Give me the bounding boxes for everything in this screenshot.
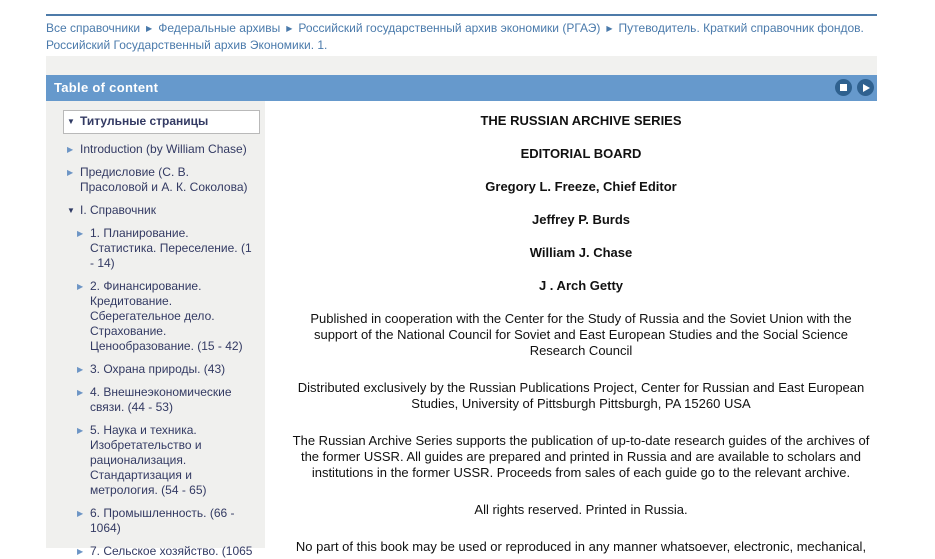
content-heading: Jeffrey P. Burds <box>531 212 631 227</box>
breadcrumb-link[interactable]: Все справочники <box>46 21 141 35</box>
breadcrumb-link[interactable]: Федеральные архивы <box>158 21 281 35</box>
sidebar-item-label: 5. Наука и техника. Изобретательство и рационализация. Стандартизация и метрология. (54 - 65) <box>90 423 207 497</box>
sidebar-item-label: 2. Финансирование. Кредитование. Сберегательное дело. Страхование. Ценообразование. (15 - 42) <box>90 279 243 353</box>
sidebar-item[interactable] <box>77 385 257 415</box>
breadcrumb-link[interactable]: Российский государственный архив экономики (РГАЭ) <box>298 21 601 35</box>
chevron-right-icon[interactable]: ▶ <box>77 426 84 435</box>
sidebar-item-label: Introduction (by William Chase) <box>80 142 247 156</box>
sidebar-item-label: 1. Планирование. Статистика. Переселение. (1 - 14) <box>90 226 252 270</box>
breadcrumb-area <box>46 14 877 58</box>
chevron-down-icon[interactable]: ▼ <box>67 117 75 126</box>
chevron-right-icon[interactable]: ▶ <box>77 509 84 518</box>
stop-button[interactable] <box>835 79 852 96</box>
breadcrumb <box>46 20 877 54</box>
breadcrumb-separator-icon: ▶ <box>606 24 613 33</box>
sidebar-item[interactable] <box>67 203 257 218</box>
panel-header <box>46 75 877 101</box>
play-icon <box>863 84 870 92</box>
content-heading: William J. Chase <box>529 245 633 260</box>
chevron-right-icon[interactable]: ▶ <box>77 547 84 556</box>
sidebar-item-label: Предисловие (С. В. Прасоловой и А. К. Соколова) <box>80 165 248 194</box>
chevron-right-icon[interactable]: ▶ <box>67 145 74 154</box>
sidebar-item[interactable] <box>77 226 257 271</box>
sidebar-item[interactable] <box>67 165 257 195</box>
chevron-right-icon[interactable]: ▶ <box>77 365 84 374</box>
stop-icon <box>840 84 847 91</box>
content-heading: THE RUSSIAN ARCHIVE SERIES <box>480 113 682 128</box>
content-heading: EDITORIAL BOARD <box>520 146 642 161</box>
sidebar-item[interactable] <box>77 279 257 354</box>
content-heading: Gregory L. Freeze, Chief Editor <box>485 179 677 194</box>
sidebar-item-label: 4. Внешнеэкономические связи. (44 - 53) <box>90 385 232 414</box>
content-heading: J . Arch Getty <box>538 278 624 293</box>
sidebar-item-label: I. Справочник <box>80 203 156 217</box>
breadcrumb-separator-icon: ▶ <box>146 24 153 33</box>
chevron-right-icon[interactable]: ▶ <box>67 168 74 177</box>
next-button[interactable] <box>857 79 874 96</box>
chevron-right-icon[interactable]: ▶ <box>77 388 84 397</box>
sidebar-item[interactable] <box>67 142 257 157</box>
content-paragraph: Published in cooperation with the Center for the Study of Russia and the Soviet Union with the support of the National Council for Soviet and East European Studies and the Social Science Research Council <box>310 311 852 358</box>
header-divider-band <box>46 56 877 75</box>
chevron-down-icon[interactable]: ▼ <box>67 206 75 215</box>
chevron-right-icon[interactable]: ▶ <box>77 282 84 291</box>
breadcrumb-separator-icon: ▶ <box>286 24 293 33</box>
sidebar-toc-tree <box>46 101 265 558</box>
content-headings <box>291 113 871 294</box>
sidebar-item-label: 3. Охрана природы. (43) <box>90 362 226 376</box>
content-paragraph: All rights reserved. Printed in Russia. <box>474 502 688 517</box>
content-paragraph: Distributed exclusively by the Russian Publications Project, Center for Russian and East European Studies, University of Pittsburgh Pittsburgh, PA 15260 USA <box>297 380 865 411</box>
sidebar-item[interactable] <box>77 506 257 536</box>
sidebar-item[interactable] <box>63 110 260 134</box>
breadcrumb-link[interactable]: Путеводитель. Краткий справочник фондов. Российский Государственный архив Экономики. 1. <box>46 21 864 52</box>
content-paragraph: No part of this book may be used or reproduced in any manner whatsoever, electronic, mechanical, <box>295 539 867 554</box>
sidebar-item-label: Титульные страницы <box>80 114 209 128</box>
content-paragraphs <box>291 311 871 555</box>
sidebar-item[interactable] <box>77 362 257 377</box>
chevron-right-icon[interactable]: ▶ <box>77 229 84 238</box>
panel-buttons <box>835 79 874 96</box>
sidebar-item-label: 6. Промышленность. (66 - 1064) <box>90 506 235 535</box>
sidebar-item[interactable] <box>77 423 257 498</box>
panel-title: Table of content <box>54 80 159 95</box>
sidebar-item-label: 7. Сельское хозяйство. (1065 <box>90 544 253 558</box>
content-area <box>265 101 935 554</box>
content-paragraph: The Russian Archive Series supports the publication of up-to-date research guides of the archives of the former USSR. All guides are prepared and printed in Russia and are available to scholars and institutions in the former USSR. Proceeds from sales of each guide go to the relevant archive. <box>292 433 870 480</box>
sidebar-item[interactable] <box>77 544 257 559</box>
